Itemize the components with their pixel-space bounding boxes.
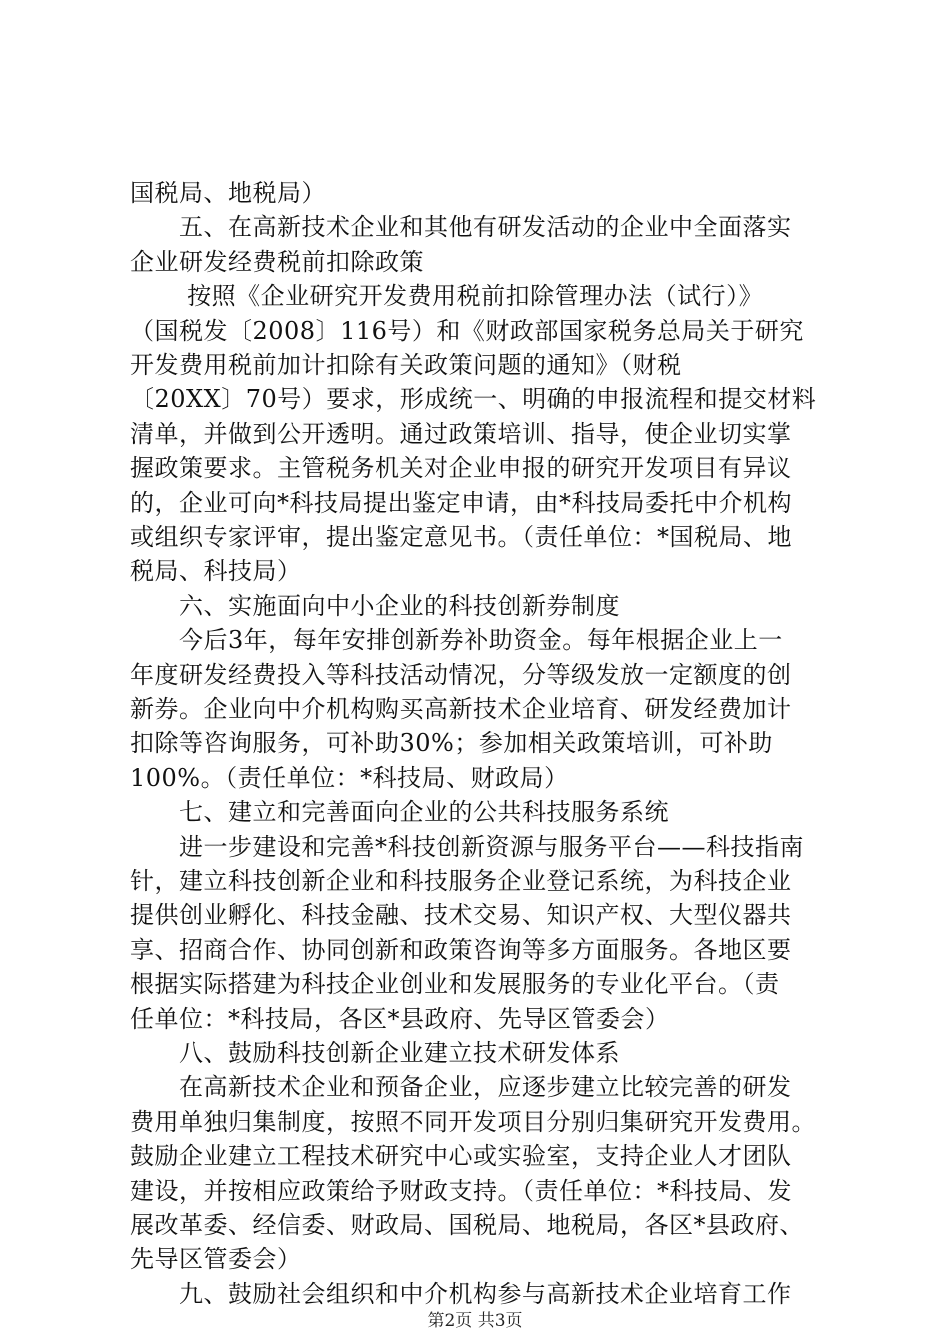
section-heading: 七、建立和完善面向企业的公共科技服务系统 (130, 798, 669, 826)
text-line: 扣除等咨询服务，可补助30%；参加相关政策培训，可补助 (130, 729, 773, 757)
section-heading: 五、在高新技术企业和其他有研发活动的企业中全面落实 (130, 213, 792, 241)
text-line: 在高新技术企业和预备企业，应逐步建立比较完善的研发 (130, 1073, 792, 1101)
text-line: 握政策要求。主管税务机关对企业申报的研究开发项目有异议 (130, 454, 792, 482)
text-line: 税局、科技局） (130, 557, 302, 585)
text-line: （国税发〔2008〕116号）和《财政部国家税务总局关于研究 (130, 317, 804, 345)
text-line: 新券。企业向中介机构购买高新技术企业培育、研发经费加计 (130, 695, 792, 723)
text-line: 根据实际搭建为科技企业创业和发展服务的专业化平台。（责 (130, 970, 780, 998)
text-line: 先导区管委会） (130, 1245, 302, 1273)
section-heading: 六、实施面向中小企业的科技创新券制度 (130, 592, 620, 620)
text-line: 任单位：*科技局，各区*县政府、先导区管委会） (130, 1005, 670, 1033)
text-line: 或组织专家评审，提出鉴定意见书。（责任单位：*国税局、地 (130, 523, 792, 551)
section-heading: 八、鼓励科技创新企业建立技术研发体系 (130, 1039, 620, 1067)
text-line: 国税局、地税局） (130, 179, 326, 207)
text-line: 进一步建设和完善*科技创新资源与服务平台——科技指南 (130, 833, 804, 861)
text-line: 今后3年，每年安排创新券补助资金。每年根据企业上一 (130, 626, 783, 654)
text-line: 费用单独归集制度，按照不同开发项目分别归集研究开发费用。 (130, 1108, 816, 1136)
text-line: 享、招商合作、协同创新和政策咨询等多方面服务。各地区要 (130, 936, 792, 964)
text-line: 按照《企业研究开发费用税前扣除管理办法（试行）》 (130, 282, 764, 310)
text-line: 清单，并做到公开透明。通过政策培训、指导，使企业切实掌 (130, 420, 792, 448)
text-line: 展改革委、经信委、财政局、国税局、地税局，各区*县政府、 (130, 1211, 804, 1239)
text-line: 〔20XX〕70号）要求，形成统一、明确的申报流程和提交材料 (130, 385, 817, 413)
section-heading: 九、鼓励社会组织和中介机构参与高新技术企业培育工作 (130, 1280, 792, 1308)
page-number-footer: 第2页 共3页 (427, 1311, 523, 1331)
text-line: 年度研发经费投入等科技活动情况，分等级发放一定额度的创 (130, 661, 792, 689)
text-line: 提供创业孵化、科技金融、技术交易、知识产权、大型仪器共 (130, 901, 792, 929)
text-line: 针，建立科技创新企业和科技服务企业登记系统，为科技企业 (130, 867, 792, 895)
section-heading: 企业研发经费税前扣除政策 (130, 248, 424, 276)
text-line: 鼓励企业建立工程技术研究中心或实验室，支持企业人才团队 (130, 1142, 792, 1170)
text-line: 开发费用税前加计扣除有关政策问题的通知》（财税 (130, 351, 682, 379)
text-line: 100%。（责任单位：*科技局、财政局） (130, 764, 569, 792)
text-line: 的，企业可向*科技局提出鉴定申请，由*科技局委托中介机构 (130, 489, 792, 517)
text-line: 建设，并按相应政策给予财政支持。（责任单位：*科技局、发 (130, 1177, 792, 1205)
